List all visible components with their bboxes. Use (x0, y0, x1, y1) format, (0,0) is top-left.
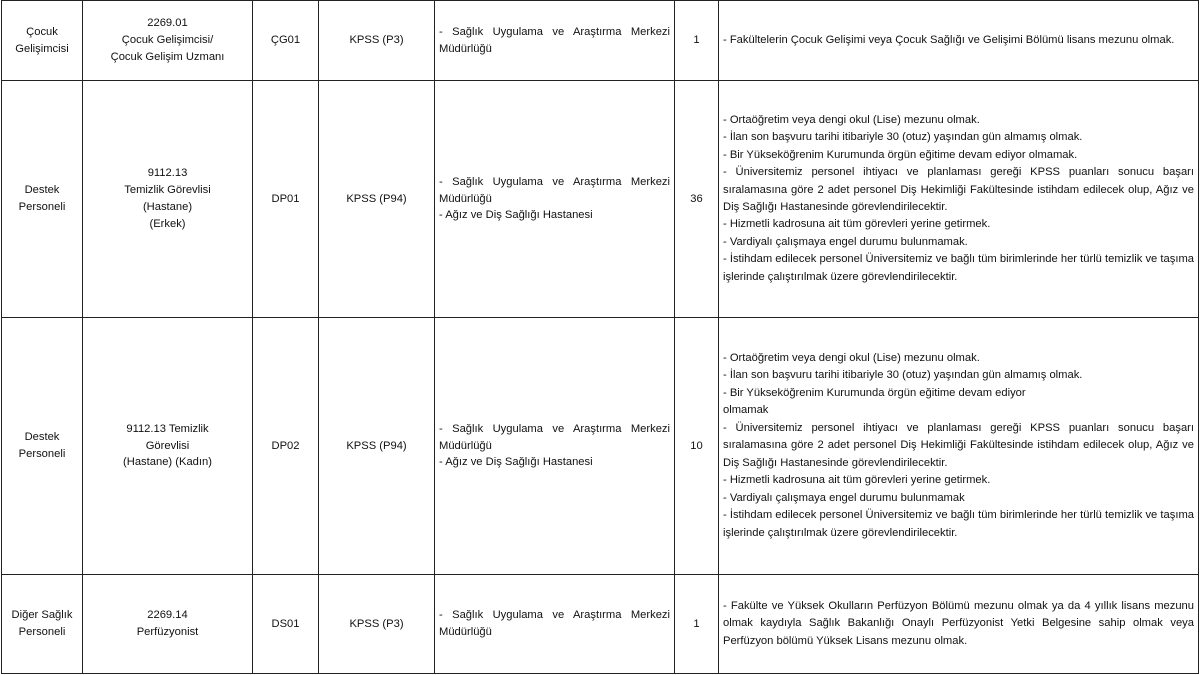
position-line: 2269.01 (147, 17, 188, 30)
requirements-cell (719, 575, 1199, 674)
category-cell (2, 575, 83, 674)
units-cell (435, 318, 675, 575)
requirement-line: - Fakültelerin Çocuk Gelişimi veya Çocuk Sağlığı ve Gelişimi Bölümü lisans mezunu olmak. (723, 33, 1175, 46)
requirement-line: - İstihdam edilecek personel Üniversitemiz ve bağlı tüm birimlerinde her türlü temizlik ve taşıma işlerinde çalıştırılmak üzere görevlendirilecektir. (723, 509, 1194, 539)
category-line: Personeli (18, 201, 66, 213)
requirement-line: - Bir Yükseköğrenim Kurumunda örgün eğitime devam ediyor olmamak. (723, 148, 1078, 161)
recruitment-table (1, 0, 1199, 674)
position-line: Çocuk Gelişimcisi/ (121, 34, 214, 47)
position-line: (Erkek) (149, 217, 186, 230)
category-line: Personeli (18, 448, 66, 460)
quota-cell: 1 (675, 575, 719, 674)
unit-line: - Sağlık Uygulama ve Araştırma Merkezi Müdürlüğü (439, 422, 670, 452)
requirement-line: - Hizmetli kadrosuna ait tüm görevleri yerine getirmek. (723, 218, 991, 231)
requirement-line: - Fakülte ve Yüksek Okulların Perfüzyon Bölümü mezunu olmak ya da 4 yıllık lisans mezunu olmak kaydıyla Sağlık Bakanlığı Onaylı Perfüzyonist Yetki Belgesine sahip olmak veya Perfüzyon bölümü Yüksek Lisans mezunu olmak. (723, 599, 1194, 647)
exam-cell: KPSS (P3) (319, 575, 435, 674)
category-cell (2, 1, 83, 81)
requirement-line: - Üniversitemiz personel ihtiyacı ve planlaması gereği KPSS puanları sonucu başarı sıralamasına göre 2 adet personel Diş Hekimliği Fakültesinde istihdam edilecek olup, Ağız ve Diş Sağlığı Hastanesinde görevlendirilecektir. (723, 421, 1194, 469)
category-line: Çocuk (26, 25, 58, 38)
requirement-line: - Ortaöğretim veya dengi okul (Lise) mezunu olmak. (723, 351, 980, 364)
units-cell (435, 81, 675, 318)
code-cell: DS01 (253, 575, 319, 674)
position-cell (83, 1, 253, 81)
position-line: Temizlik Görevlisi (124, 184, 211, 197)
quota-cell: 36 (675, 81, 719, 318)
unit-line: - Sağlık Uygulama ve Araştırma Merkezi Müdürlüğü (439, 609, 670, 638)
code-cell: ÇG01 (253, 1, 319, 81)
table-row (2, 81, 1199, 318)
position-line: Görevlisi (145, 439, 190, 452)
code-cell: DP02 (253, 318, 319, 575)
requirements-cell (719, 318, 1199, 575)
position-line: 9112.13 (147, 167, 188, 180)
position-line: 2269.14 (147, 609, 188, 622)
requirement-line: - Vardiyalı çalışmaya engel durumu bulunmamak. (723, 235, 968, 248)
requirement-line: - Üniversitemiz personel ihtiyacı ve planlaması gereği KPSS puanları sonucu başarı sıralamasına göre 2 adet personel Diş Hekimliği Fakültesinde istihdam edilecek olup, Ağız ve Diş Sağlığı Hastanesinde görevlendirilecektir. (723, 166, 1194, 213)
quota-cell: 1 (675, 1, 719, 81)
unit-line: - Sağlık Uygulama ve Araştırma Merkezi Müdürlüğü (439, 25, 670, 55)
unit-line: - Ağız ve Diş Sağlığı Hastanesi (439, 456, 593, 469)
table-row (2, 575, 1199, 674)
requirement-line: - İlan son başvuru tarihi itibariyle 30 (otuz) yaşından gün almamış olmak. (723, 131, 1083, 144)
category-line: Personeli (18, 626, 66, 638)
category-cell (2, 81, 83, 318)
position-line: (Hastane) (Kadın) (123, 456, 212, 469)
unit-line: - Ağız ve Diş Sağlığı Hastanesi (439, 209, 593, 222)
requirement-line: - Vardiyalı çalışmaya engel durumu bulunmamak (723, 491, 965, 504)
table-row (2, 1, 1199, 81)
units-cell (435, 575, 675, 674)
requirement-line: - İlan son başvuru tarihi itibariyle 30 (otuz) yaşından gün almamış olmak. (723, 369, 1083, 382)
quota-cell: 10 (675, 318, 719, 575)
code-cell: DP01 (253, 81, 319, 318)
category-line: Destek (24, 184, 60, 197)
exam-cell: KPSS (P3) (319, 1, 435, 81)
table-row (2, 318, 1199, 575)
position-cell (83, 575, 253, 674)
category-line: Gelişimcisi (15, 42, 69, 55)
requirement-line: - Ortaöğretim veya dengi okul (Lise) mezunu olmak. (723, 113, 980, 126)
unit-line: - Sağlık Uygulama ve Araştırma Merkezi Müdürlüğü (439, 175, 670, 205)
position-line: Perfüzyonist (136, 626, 199, 638)
requirement-line: - Hizmetli kadrosuna ait tüm görevleri yerine getirmek. (723, 474, 991, 487)
category-line: Destek (24, 431, 60, 444)
position-line: 9112.13 Temizlik (126, 422, 209, 435)
units-cell (435, 1, 675, 81)
requirements-cell (719, 1, 1199, 81)
requirement-line: - Bir Yükseköğrenim Kurumunda örgün eğitime devam ediyor (723, 386, 1026, 399)
position-cell (83, 318, 253, 575)
requirement-line: olmamak (723, 404, 769, 417)
requirement-line: - İstihdam edilecek personel Üniversitemiz ve bağlı tüm birimlerinde her türlü temizlik ve taşıma işlerinde çalıştırılmak üzere görevlendirilecektir. (723, 253, 1194, 283)
category-line: Diğer Sağlık (11, 609, 73, 622)
position-cell (83, 81, 253, 318)
requirements-cell (719, 81, 1199, 318)
position-line: Çocuk Gelişim Uzmanı (110, 50, 225, 63)
exam-cell: KPSS (P94) (319, 318, 435, 575)
exam-cell: KPSS (P94) (319, 81, 435, 318)
category-cell (2, 318, 83, 575)
position-line: (Hastane) (142, 201, 193, 213)
